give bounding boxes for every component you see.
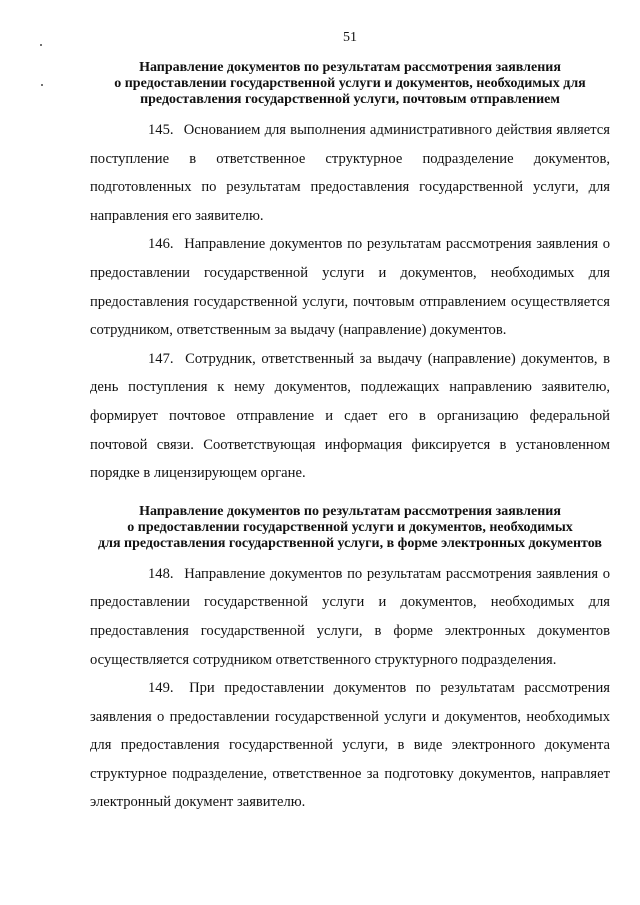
paragraph-text: Направление документов по результатам рассмотрения заявления о предоставлении государственной услуги и документов, необходимых для предоставления государственной услуги, почтовым отправлением осуществляется сотрудником, ответственным за выдачу (направление) документов. xyxy=(90,236,610,339)
scan-speck xyxy=(41,84,43,86)
paragraph-number: 146. xyxy=(148,236,174,253)
paragraph xyxy=(90,345,610,488)
paragraph-number: 147. xyxy=(148,350,174,367)
scan-speck xyxy=(40,44,42,46)
paragraph xyxy=(90,116,610,230)
section-heading-line: для предоставления государственной услуги, в форме электронных документов xyxy=(98,535,602,551)
section-heading-line: о предоставлении государственной услуги и документов, необходимых xyxy=(127,519,573,535)
page-number: 51 xyxy=(343,30,357,45)
paragraph-number: 148. xyxy=(148,565,174,582)
section-heading-line: Направление документов по результатам рассмотрения заявления xyxy=(139,503,561,519)
paragraph-text: Сотрудник, ответственный за выдачу (направление) документов, в день поступления к нему документов, подлежащих направлению заявителю, формирует почтовое отправление и сдает его в организацию федеральной почтовой связи. Соответствующая информация фиксируется в установленном порядке в лицензирующем органе. xyxy=(90,350,610,482)
paragraph xyxy=(90,560,610,674)
paragraph-number: 149. xyxy=(148,680,174,697)
section-heading xyxy=(90,60,610,108)
section-heading-line: предоставления государственной услуги, почтовым отправлением xyxy=(140,92,560,107)
paragraph-number: 145. xyxy=(148,122,174,138)
paragraph-text: Направление документов по результатам рассмотрения заявления о предоставлении государственной услуги и документов, необходимых для предоставления государственной услуги, в форме электронных документов осуществляется сотрудником ответственного структурного подразделения. xyxy=(90,565,610,668)
section-heading-line: о предоставлении государственной услуги и документов, необходимых для xyxy=(114,76,586,91)
paragraph-text: Основанием для выполнения административного действия является поступление в ответственное структурное подразделение документов, подготовленных по результатам предоставления государственной услуги, для направления его заявителю. xyxy=(90,122,610,224)
section-heading-line: Направление документов по результатам рассмотрения заявления xyxy=(139,60,561,75)
section-heading xyxy=(90,504,610,552)
paragraph xyxy=(90,674,610,817)
paragraph-text: При предоставлении документов по результатам рассмотрения заявления о предоставлении государственной услуги и документов, необходимых для предоставления государственной услуги, в виде электронного документа структурное подразделение, ответственное за подготовку документов, направляет электронный документ заявителю. xyxy=(90,680,610,811)
paragraph xyxy=(90,230,610,344)
